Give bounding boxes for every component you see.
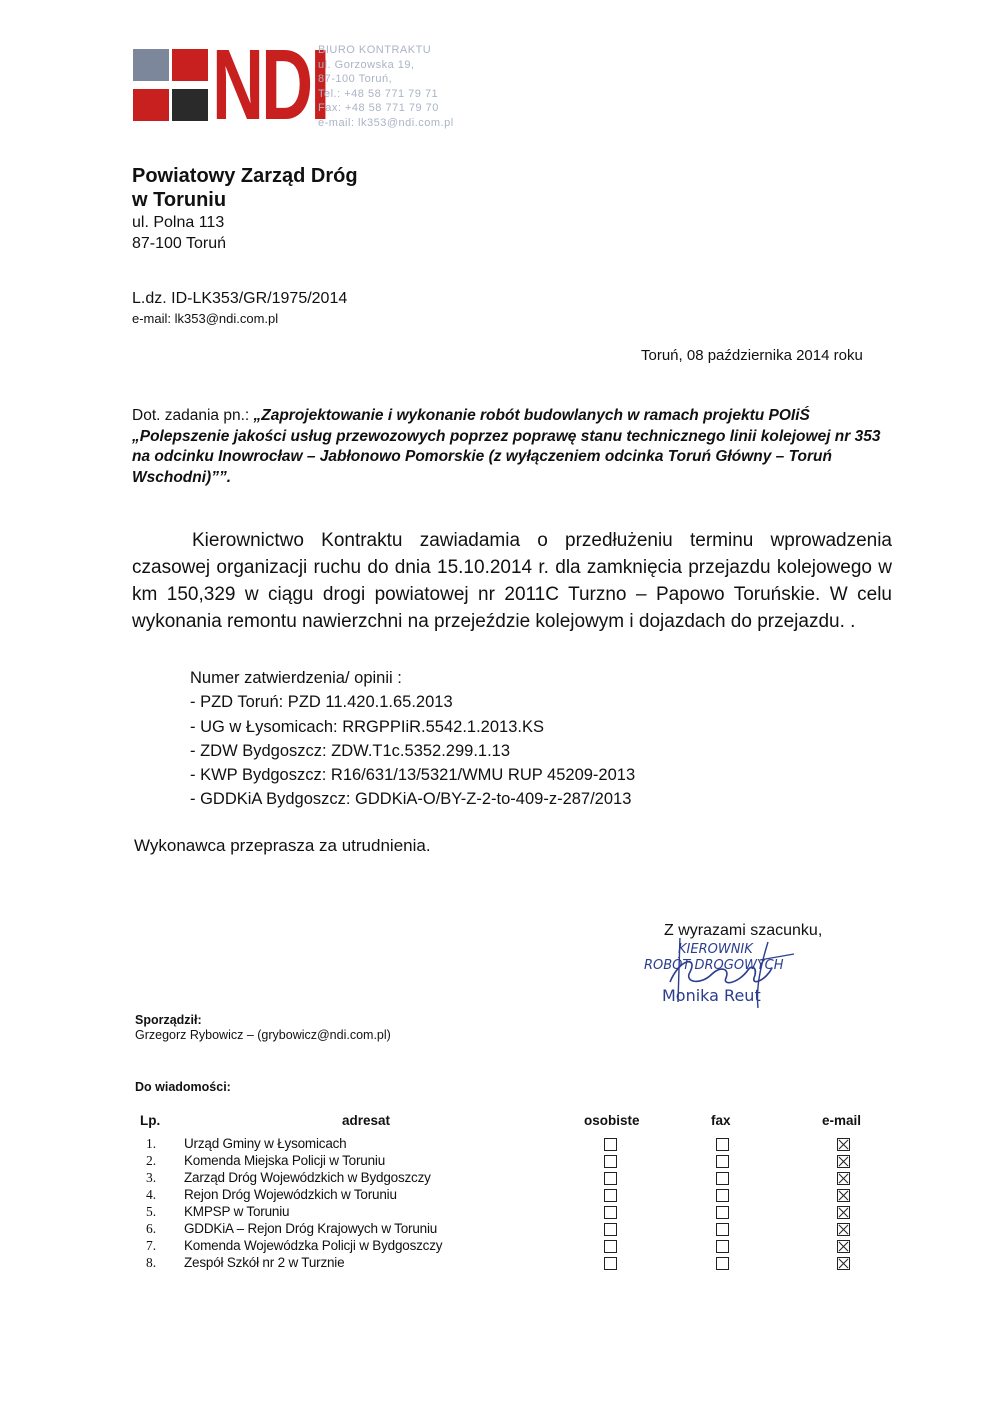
approval-item: - PZD Toruń: PZD 11.420.1.65.2013 [190, 693, 453, 712]
table-row [0, 1136, 1000, 1153]
row-addressee: Urząd Gminy w Łysomicach [184, 1136, 347, 1151]
recipient-street: ul. Polna 113 [132, 214, 225, 231]
fax-checkbox [716, 1206, 729, 1219]
recipient-city: 87-100 Toruń [132, 235, 226, 252]
col-header-personal: osobiste [584, 1113, 640, 1128]
table-row [0, 1153, 1000, 1170]
reference-block [132, 289, 347, 329]
personal-checkbox [604, 1257, 617, 1270]
letter-body: Kierownictwo Kontraktu zawiadamia o przedłużeniu terminu wprowadzenia czasowej organizacji ruchu do dnia 15.10.2014 r. dla zamknięcia przejazdu kolejowego w km 150,329 w ciągu drogi powiatowej nr 2011C Turzno – Papowo Toruńskie. W celu wykonania remontu nawierzchni na przejeździe kolejowym i dojazdach do przejazdu. . [132, 530, 892, 632]
table-row [0, 1170, 1000, 1187]
office-address: BIURO KONTRAKTU ul. Gorzowska 19, 87-100 Toruń, Tel.: +48 58 771 79 71 Fax: +48 58 771 79 70 e-mail: lk353@ndi.com.pl [318, 44, 454, 129]
col-header-lp: Lp. [140, 1113, 161, 1128]
logo-square [133, 89, 169, 121]
logo-wordmark: NDI [212, 29, 328, 141]
row-number: 5. [146, 1204, 157, 1219]
apology-text: Wykonawca przeprasza za utrudnienia. [134, 836, 431, 855]
logo-square [172, 49, 208, 81]
table-row [0, 1221, 1000, 1238]
email-checkbox [837, 1206, 850, 1219]
row-number: 6. [146, 1221, 157, 1236]
recipient-name: Powiatowy Zarząd Dróg [132, 165, 358, 187]
row-addressee: GDDKiA – Rejon Dróg Krajowych w Toruniu [184, 1221, 438, 1236]
col-header-email: e-mail [822, 1113, 862, 1128]
signature-stamp: KIEROWNIK ROBÓT DROGOWYCH Monika Reut [640, 938, 810, 1010]
prepared-by-person: Grzegorz Rybowicz – (grybowicz@ndi.com.pl) [135, 1028, 391, 1042]
fax-checkbox [716, 1189, 729, 1202]
row-addressee: Komenda Wojewódzka Policji w Bydgoszczy [184, 1238, 443, 1253]
personal-checkbox [604, 1138, 617, 1151]
row-number: 4. [146, 1187, 157, 1202]
fax-checkbox [716, 1172, 729, 1185]
logo-square [133, 49, 169, 81]
recipient-name-line2: w Toruniu [132, 189, 227, 211]
row-number: 8. [146, 1255, 157, 1270]
approval-item: - UG w Łysomicach: RRGPPIiR.5542.1.2013.KS [190, 717, 544, 736]
distribution-label: Do wiadomości: [135, 1080, 231, 1094]
handwritten-signature [640, 938, 810, 1010]
email-checkbox [837, 1172, 850, 1185]
prepared-by-label: Sporządził: [135, 1013, 202, 1027]
approval-list-title: Numer zatwierdzenia/ opinii : [190, 669, 402, 687]
fax-checkbox [716, 1223, 729, 1236]
personal-checkbox [604, 1172, 617, 1185]
row-number: 3. [146, 1170, 157, 1185]
row-addressee: Zarząd Dróg Wojewódzkich w Bydgoszczy [184, 1170, 431, 1185]
table-row [0, 1187, 1000, 1204]
table-row [0, 1238, 1000, 1255]
approval-item: - KWP Bydgoszcz: R16/631/13/5321/WMU RUP 45209-2013 [190, 766, 636, 785]
letter-date: Toruń, 08 października 2014 roku [641, 347, 863, 364]
fax-checkbox [716, 1138, 729, 1151]
fax-checkbox [716, 1240, 729, 1253]
email-checkbox [837, 1257, 850, 1270]
personal-checkbox [604, 1223, 617, 1236]
recipient-address [132, 164, 358, 254]
col-header-fax: fax [711, 1113, 731, 1128]
approval-list [190, 666, 635, 812]
row-number: 2. [146, 1153, 157, 1168]
row-number: 1. [146, 1136, 157, 1151]
row-number: 7. [146, 1238, 157, 1253]
approval-item: - GDDKiA Bydgoszcz: GDDKiA-O/BY-Z-2-to-409-z-287/2013 [190, 790, 632, 809]
table-row [0, 1255, 1000, 1272]
personal-checkbox [604, 1155, 617, 1168]
col-header-addressee: adresat [342, 1113, 391, 1128]
row-addressee: KMPSP w Toruniu [184, 1204, 290, 1219]
logo-square [172, 89, 208, 121]
fax-checkbox [716, 1155, 729, 1168]
closing-regards: Z wyrazami szacunku, [664, 922, 823, 939]
email-checkbox [837, 1155, 850, 1168]
subject-line: Dot. zadania pn.: „Zaprojektowanie i wykonanie robót budowlanych w ramach projektu POIiŚ „Polepszenie jakości usług przewozowych poprzez poprawę stanu technicznego linii kolejowej nr 353 na odcinku Inowrocław – Jabłonowo Pomorskie (z wyłączeniem odcinka Toruń Główny – Toruń Wschodni)””. [132, 407, 881, 486]
row-addressee: Zespół Szkół nr 2 w Turznie [184, 1255, 345, 1270]
email-checkbox [837, 1138, 850, 1151]
approval-item: - ZDW Bydgoszcz: ZDW.T1c.5352.299.1.13 [190, 741, 511, 760]
prepared-by [135, 1013, 391, 1043]
email-checkbox [837, 1240, 850, 1253]
reference-email: e-mail: lk353@ndi.com.pl [132, 311, 279, 326]
email-checkbox [837, 1189, 850, 1202]
personal-checkbox [604, 1189, 617, 1202]
row-addressee: Rejon Dróg Wojewódzkich w Toruniu [184, 1187, 397, 1202]
table-row [0, 1204, 1000, 1221]
fax-checkbox [716, 1257, 729, 1270]
reference-number: L.dz. ID-LK353/GR/1975/2014 [132, 290, 348, 307]
email-checkbox [837, 1223, 850, 1236]
personal-checkbox [604, 1206, 617, 1219]
personal-checkbox [604, 1240, 617, 1253]
row-addressee: Komenda Miejska Policji w Toruniu [184, 1153, 385, 1168]
